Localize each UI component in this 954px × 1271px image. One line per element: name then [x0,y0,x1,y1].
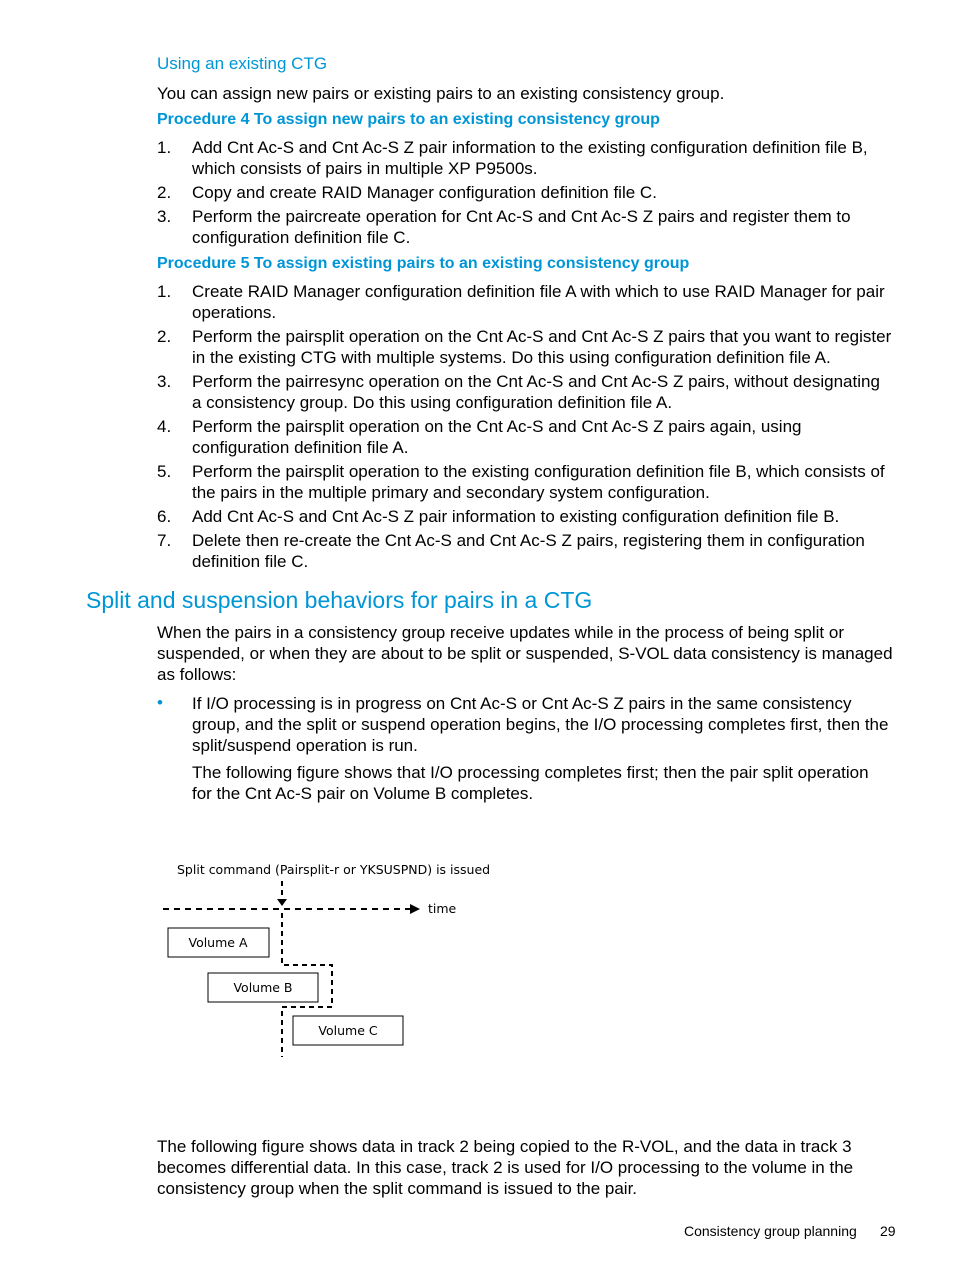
split-timing-figure [150,855,490,1065]
bullet-icon: • [157,693,163,712]
closing-paragraph: The following figure shows data in track 2 being copied to the R-VOL, and the data in track 3 becomes differential data. In this case, track 2 is used for I/O processing to the volume in the consistency group when the split command is issued to the pair. [157,1137,854,1198]
time-arrow-head [410,904,420,914]
procedure-5-step-7: Delete then re-create the Cnt Ac-S and Cnt Ac-S Z pairs, registering them in configuration definition file C. [192,531,865,571]
procedure-4-step-2: Copy and create RAID Manager configuration definition file C. [192,183,657,202]
page-number: 29 [880,1223,896,1239]
step-number: 3. [157,207,172,226]
procedure-5-step-2: Perform the pairsplit operation on the Cnt Ac-S and Cnt Ac-S Z pairs that you want to register in the existing CTG with multiple systems. Do this using configuration definition file A. [192,327,892,367]
procedure-4-step-3: Perform the paircreate operation for Cnt Ac-S and Cnt Ac-S Z pairs and register them to configuration definition file C. [192,207,851,247]
footer-chapter: Consistency group planning [684,1223,857,1239]
bullet-follow-text: The following figure shows that I/O processing completes first; then the pair split operation for the Cnt Ac-S pair on Volume B completes. [192,763,869,803]
split-command-label: Split command (Pairsplit-r or YKSUSPND) is issued [177,862,490,877]
subheading-using-existing-ctg: Using an existing CTG [157,54,328,73]
procedure-5-step-5: Perform the pairsplit operation to the existing configuration definition file B, which consists of the pairs in the multiple primary and secondary system configuration. [192,462,885,502]
step-number: 7. [157,531,172,550]
step-number: 1. [157,138,172,157]
bullet-text: If I/O processing is in progress on Cnt Ac-S or Cnt Ac-S Z pairs in the same consistency group, and the split or suspend operation begins, the I/O processing completes first, then the split/suspend operation is run. [192,694,889,755]
volume-a-label: Volume A [188,935,248,950]
step-number: 2. [157,327,172,346]
command-arrow-head [277,899,287,906]
step-number: 1. [157,282,172,301]
step-number: 6. [157,507,172,526]
section-intro: When the pairs in a consistency group receive updates while in the process of being split or suspended, or when they are about to be split or suspended, S-VOL data consistency is managed as follows: [157,623,893,684]
procedure-4-title: Procedure 4 To assign new pairs to an existing consistency group [157,111,660,128]
volume-c-label: Volume C [318,1023,378,1038]
procedure-5-step-1: Create RAID Manager configuration definition file A with which to use RAID Manager for pair operations. [192,282,885,322]
volume-b-label: Volume B [233,980,293,995]
intro-paragraph: You can assign new pairs or existing pairs to an existing consistency group. [157,84,725,103]
step-number: 3. [157,372,172,391]
step-number: 5. [157,462,172,481]
step-number: 4. [157,417,172,436]
procedure-5-step-3: Perform the pairresync operation on the Cnt Ac-S and Cnt Ac-S Z pairs, without designating a consistency group. Do this using configuration definition file A. [192,372,880,412]
step-number: 2. [157,183,172,202]
procedure-5-step-4: Perform the pairsplit operation on the Cnt Ac-S and Cnt Ac-S Z pairs again, using configuration definition file A. [192,417,802,457]
procedure-5-step-6: Add Cnt Ac-S and Cnt Ac-S Z pair information to existing configuration definition file B. [192,507,840,526]
procedure-4-step-1: Add Cnt Ac-S and Cnt Ac-S Z pair information to the existing configuration definition file B, which consists of pairs in multiple XP P9500s. [192,138,868,178]
time-label: time [428,901,457,916]
procedure-5-title: Procedure 5 To assign existing pairs to an existing consistency group [157,255,690,272]
section-heading: Split and suspension behaviors for pairs in a CTG [86,587,593,613]
